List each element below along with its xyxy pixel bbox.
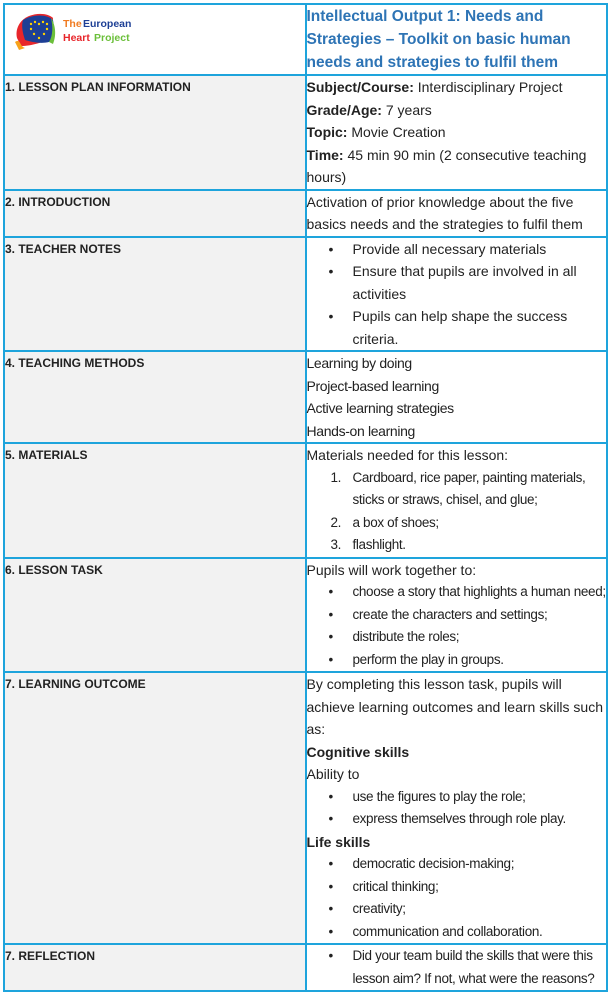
row-label: 5. MATERIALS	[4, 443, 306, 558]
bullet-icon: •	[328, 878, 333, 894]
list-item	[307, 238, 607, 261]
bullet-icon: •	[328, 901, 333, 916]
cognitive-skills-heading: Cognitive skills	[306, 743, 410, 760]
row-lesson-task	[4, 558, 607, 673]
list-number: 3.	[330, 537, 342, 552]
list-item	[307, 305, 607, 350]
row-teacher-notes	[4, 237, 607, 352]
method-item: Active learning strategies	[306, 400, 454, 416]
list-item	[307, 945, 607, 990]
row-materials	[4, 443, 607, 558]
bullet-icon: •	[328, 584, 333, 599]
teacher-notes-list	[307, 238, 607, 351]
introduction-text: Activation of prior knowledge about the five basics needs and the strategies to fulfil them	[306, 190, 608, 237]
time-line	[307, 144, 607, 189]
lesson-task-intro: Pupils will work together to:	[306, 561, 477, 578]
list-item	[307, 604, 607, 627]
row-label: 6. LESSON TASK	[4, 558, 306, 673]
list-item	[307, 921, 607, 944]
subject-value: Interdisciplinary Project	[413, 79, 563, 95]
list-item	[307, 534, 607, 557]
list-item	[307, 649, 607, 672]
life-skills-heading: Life skills	[306, 833, 371, 850]
row-introduction	[4, 190, 607, 237]
row-label: 7. REFLECTION	[4, 944, 306, 991]
svg-text:European: European	[83, 18, 132, 30]
row-label: 7. LEARNING OUTCOME	[4, 672, 306, 944]
materials-intro: Materials needed for this lesson:	[306, 447, 509, 463]
list-item	[307, 786, 607, 809]
list-item-text: communication and collaboration.	[352, 923, 543, 939]
row-label: 3. TEACHER NOTES	[4, 237, 306, 352]
topic-key: Topic:	[306, 124, 348, 140]
grade-value: 7 years	[381, 101, 432, 118]
bullet-icon: •	[328, 948, 333, 963]
list-item-text: Cardboard, rice paper, painting materials, sticks or straws, chisel, and glue;	[352, 469, 586, 507]
list-item	[307, 808, 607, 831]
list-item	[307, 876, 607, 899]
list-item-text: creativity;	[352, 901, 406, 916]
method-item: Learning by doing	[306, 355, 412, 371]
svg-text:Project: Project	[94, 32, 130, 44]
list-item-text: critical thinking;	[352, 878, 439, 894]
time-value: 45 min 90 min (2 consecutive teaching hours)	[306, 146, 587, 185]
european-heart-project-logo	[11, 8, 139, 52]
topic-value: Movie Creation	[347, 124, 446, 140]
bullet-icon: •	[328, 856, 333, 871]
list-item-text: a box of shoes;	[352, 514, 439, 530]
list-item-text: perform the play in groups.	[352, 651, 504, 667]
list-item-text: create the characters and settings;	[352, 606, 548, 622]
list-item-text: distribute the roles;	[352, 629, 460, 644]
bullet-icon: •	[328, 263, 334, 279]
life-skills-list	[307, 853, 607, 943]
row-content	[306, 75, 608, 190]
list-item-text: Pupils can help shape the success criteria.	[352, 308, 568, 347]
list-item-text: express themselves through role play.	[352, 811, 566, 826]
grade-key: Grade/Age:	[306, 101, 382, 118]
subject-key: Subject/Course:	[306, 79, 414, 95]
svg-text:The: The	[63, 18, 82, 30]
learning-outcome-intro: By completing this lesson task, pupils will achieve learning outcomes and learn skills such as:	[306, 676, 603, 737]
ability-to-text: Ability to	[306, 766, 360, 782]
document-title: Intellectual Output 1: Needs and Strategies – Toolkit on basic human needs and strategies to fulfil them	[306, 4, 608, 75]
list-item-text: democratic decision-making;	[352, 856, 515, 871]
time-key: Time:	[306, 146, 344, 163]
row-lesson-plan-information	[4, 75, 607, 190]
row-learning-outcome	[4, 672, 607, 944]
reflection-list	[307, 945, 607, 990]
row-content	[306, 558, 608, 673]
list-item-text: Provide all necessary materials	[352, 240, 547, 257]
list-item	[307, 626, 607, 649]
list-item	[307, 260, 607, 305]
list-item-text: flashlight.	[352, 537, 406, 552]
bullet-icon: •	[328, 651, 333, 667]
header-row	[4, 4, 607, 75]
list-item-text: choose a story that highlights a human need;	[352, 584, 606, 599]
list-item	[307, 898, 607, 921]
heart-flag-icon	[11, 8, 139, 52]
row-label: 1. LESSON PLAN INFORMATION	[4, 75, 306, 190]
method-item: Project-based learning	[306, 377, 439, 394]
bullet-icon: •	[328, 606, 333, 622]
materials-list	[307, 467, 607, 557]
bullet-icon: •	[328, 629, 333, 644]
topic-line	[307, 121, 607, 144]
method-item: Hands-on learning	[306, 422, 415, 439]
bullet-icon: •	[328, 923, 333, 939]
row-teaching-methods	[4, 351, 607, 443]
list-item	[307, 512, 607, 535]
list-number: 1.	[330, 469, 342, 485]
lesson-task-list	[307, 581, 607, 671]
list-item	[307, 853, 607, 876]
list-item-text: use the figures to play the role;	[352, 788, 526, 804]
list-item	[307, 581, 607, 604]
row-content	[306, 351, 608, 443]
list-item-text: Did your team build the skills that were this lesson aim? If not, what were the reasons?	[352, 948, 595, 986]
list-number: 2.	[330, 514, 342, 530]
row-content	[306, 443, 608, 558]
list-item-text: Ensure that pupils are involved in all activities	[352, 263, 577, 302]
cognitive-skills-list	[307, 786, 607, 831]
lesson-plan-table	[3, 3, 608, 992]
list-item	[307, 467, 607, 512]
bullet-icon: •	[328, 811, 333, 826]
bullet-icon: •	[328, 308, 334, 324]
row-label: 2. INTRODUCTION	[4, 190, 306, 237]
row-reflection	[4, 944, 607, 991]
grade-line	[307, 99, 607, 122]
row-content	[306, 672, 608, 944]
bullet-icon: •	[328, 788, 333, 804]
row-label: 4. TEACHING METHODS	[4, 351, 306, 443]
svg-text:Heart: Heart	[63, 32, 90, 44]
bullet-icon: •	[328, 240, 334, 257]
logo-cell	[4, 4, 306, 75]
row-content	[306, 237, 608, 352]
row-content	[306, 944, 608, 991]
subject-line	[307, 76, 607, 99]
